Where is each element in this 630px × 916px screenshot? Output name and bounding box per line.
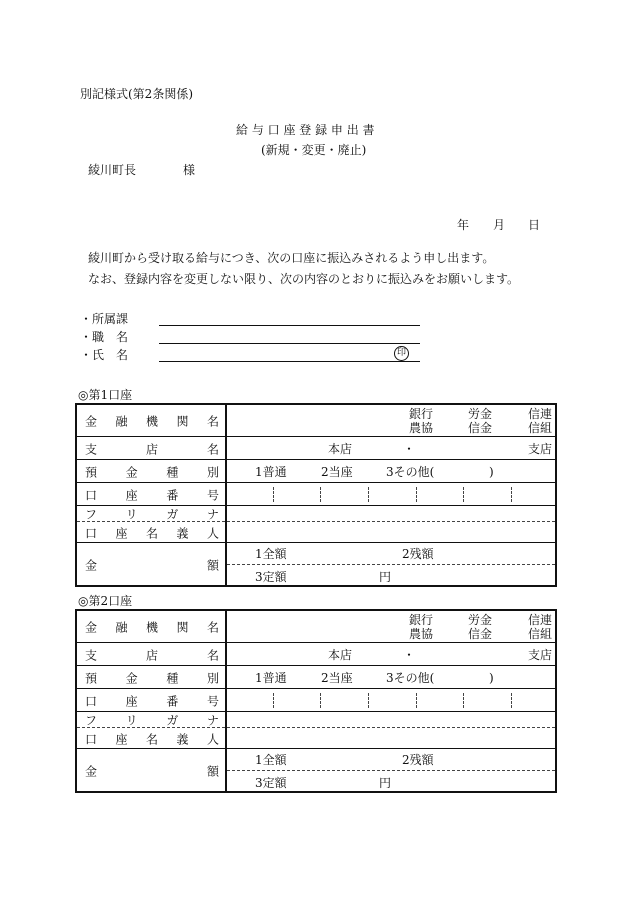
amount-field[interactable]: 1全額 2残額 3定額 円 [255, 547, 434, 584]
date-day-label: 日 [528, 218, 541, 232]
holder-field[interactable] [227, 728, 555, 749]
amount-teigaku-option[interactable]: 3定額 [255, 570, 287, 584]
institution-field[interactable]: 銀行 農協 労金 信金 信連 信組 [409, 613, 553, 641]
holder-label: 口 座 名 義 人 [85, 732, 219, 746]
account-2-table [75, 609, 557, 793]
date-year-label: 年 [457, 218, 470, 232]
addressee-honorific: 様 [183, 163, 196, 177]
furigana-row [77, 711, 555, 728]
deposit-type-label: 預 金 種 別 [85, 671, 219, 685]
body-line-2: なお、登録内容を変更しない限り、次の内容のとおりに振込みをお願いします。 [88, 272, 520, 286]
account-number-label: 口 座 番 号 [85, 694, 219, 708]
institution-row [77, 611, 555, 642]
name-field[interactable] [159, 361, 420, 362]
deposit-toza-option[interactable]: 2当座 [321, 671, 353, 685]
dept-label: ・所属課 [80, 312, 129, 326]
amount-row [77, 542, 555, 586]
account-1-table [75, 403, 557, 587]
furigana-label: フ リ ガ ナ [85, 507, 219, 522]
branch-label: 支 店 名 [85, 648, 219, 662]
position-label: ・職 名 [80, 330, 129, 344]
deposit-futsu-option[interactable]: 1普通 [255, 671, 287, 685]
amount-zangaku-option[interactable]: 2残額 [402, 547, 434, 561]
amount-zengaku-option[interactable]: 1全額 [255, 547, 287, 561]
deposit-type-field[interactable]: 1普通 2当座 3その他( ) [255, 465, 494, 479]
branch-row [77, 642, 555, 666]
account-number-label: 口 座 番 号 [85, 488, 219, 502]
form-title: 給 与 口 座 登 録 申 出 書 [236, 123, 375, 137]
seal-mark: 印 [394, 346, 409, 361]
position-field[interactable] [159, 343, 420, 344]
institution-label: 金 融 機 関 名 [85, 620, 219, 634]
account-number-field[interactable] [227, 689, 555, 712]
deposit-other-option[interactable]: 3その他( [386, 671, 435, 685]
amount-teigaku-option[interactable]: 3定額 [255, 776, 287, 790]
furigana-label: フ リ ガ ナ [85, 713, 219, 728]
branch-field[interactable]: 本店 ・ 支店 [328, 648, 553, 662]
account-number-row [77, 688, 555, 712]
branch-label: 支 店 名 [85, 442, 219, 456]
date-month-label: 月 [493, 218, 506, 232]
body-line-1: 綾川町から受け取る給与につき、次の口座に振込みされるよう申し出ます。 [88, 251, 495, 265]
amount-field[interactable]: 1全額 2残額 3定額 円 [255, 753, 434, 790]
furigana-row [77, 505, 555, 522]
amount-row [77, 748, 555, 792]
holder-row [77, 521, 555, 543]
addressee: 綾川町長 [88, 163, 137, 177]
holder-field[interactable] [227, 522, 555, 543]
amount-zengaku-option[interactable]: 1全額 [255, 753, 287, 767]
deposit-futsu-option[interactable]: 1普通 [255, 465, 287, 479]
account-1-heading: ◎第1口座 [78, 388, 133, 402]
furigana-field[interactable] [227, 506, 555, 522]
account-2-heading: ◎第2口座 [78, 594, 133, 608]
amount-zangaku-option[interactable]: 2残額 [402, 753, 434, 767]
deposit-type-field[interactable]: 1普通 2当座 3その他( ) [255, 671, 494, 685]
institution-field[interactable]: 銀行 農協 労金 信金 信連 信組 [409, 407, 553, 435]
institution-label: 金 融 機 関 名 [85, 414, 219, 428]
holder-label: 口 座 名 義 人 [85, 526, 219, 540]
form-subtitle: (新規・変更・廃止) [261, 143, 367, 157]
deposit-toza-option[interactable]: 2当座 [321, 465, 353, 479]
branch-field[interactable]: 本店 ・ 支店 [328, 442, 553, 456]
amount-label: 金 額 [85, 764, 219, 778]
deposit-type-row [77, 665, 555, 689]
amount-label: 金 額 [85, 558, 219, 572]
form-reference: 別記様式(第2条関係) [80, 87, 193, 101]
account-number-row [77, 482, 555, 506]
furigana-field[interactable] [227, 712, 555, 728]
branch-row [77, 436, 555, 460]
account-number-field[interactable] [227, 483, 555, 506]
holder-row [77, 727, 555, 749]
institution-row [77, 405, 555, 436]
deposit-other-option[interactable]: 3その他( [386, 465, 435, 479]
name-label: ・氏 名 [80, 348, 129, 362]
deposit-type-row [77, 459, 555, 483]
dept-field[interactable] [159, 325, 420, 326]
deposit-type-label: 預 金 種 別 [85, 465, 219, 479]
